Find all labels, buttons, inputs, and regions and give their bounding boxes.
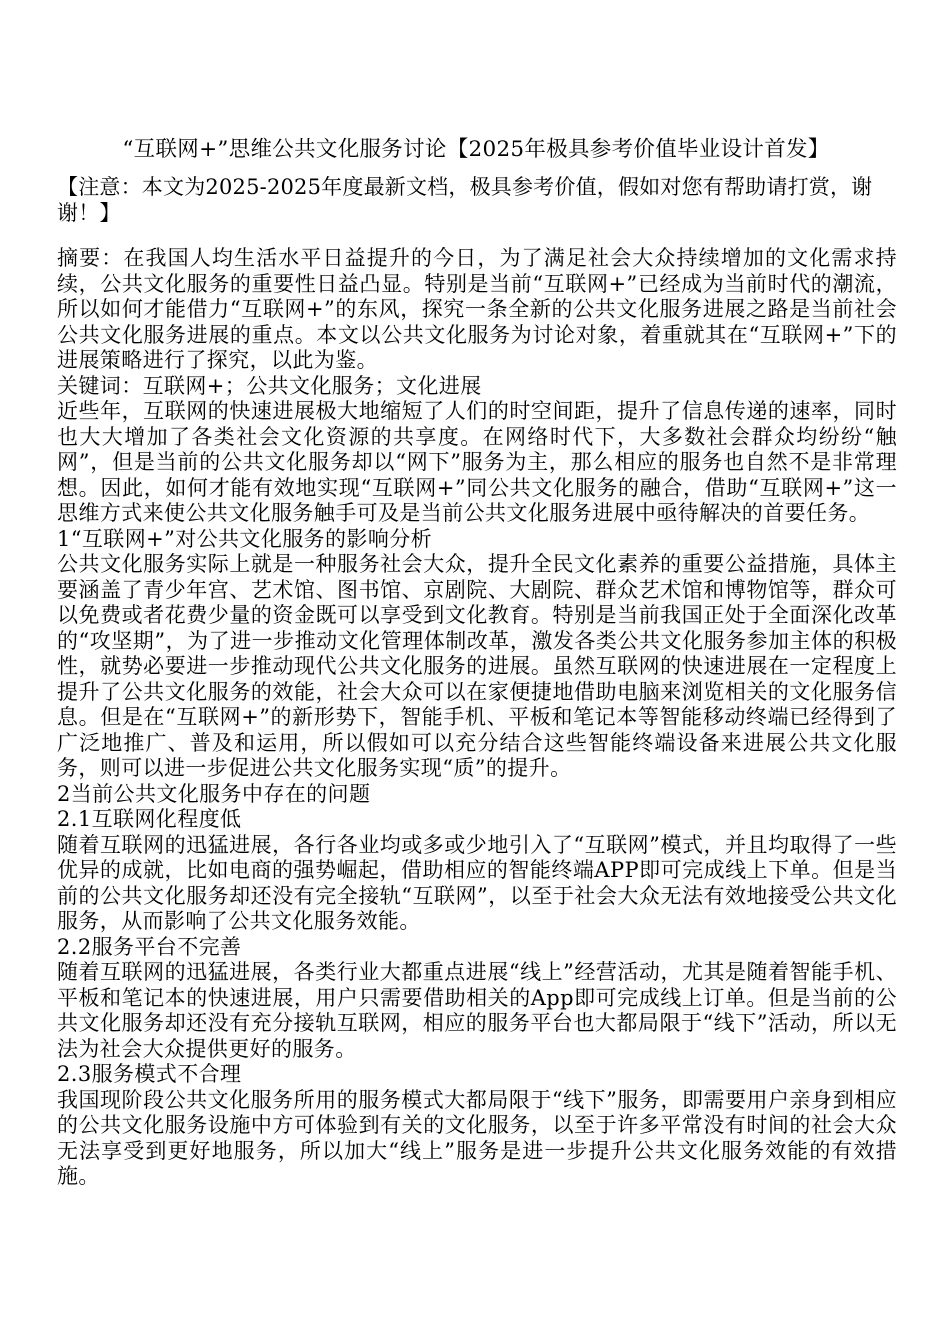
subsection-heading-2-1: 2.1互联网化程度低 <box>57 807 242 831</box>
subsection-heading-2-2: 2.2服务平台不完善 <box>57 934 242 959</box>
keywords-line: 关键词：互联网+；公共文化服务；文化进展 <box>57 373 482 398</box>
subsection-2-3-paragraph: 我国现阶段公共文化服务所用的服务模式大都局限于“线下”服务，即需要用户亲身到相应的公共文化服务设施中方可体验到有关的文化服务，以至于许多平常没有时间的社会大众无法享受到更好地服务，所以加大“线上”服务是进一步提升公共文化服务效能的有效措施。 <box>57 1087 897 1188</box>
abstract-paragraph: 摘要：在我国人均生活水平日益提升的今日，为了满足社会大众持续增加的文化需求持续，公共文化服务的重要性日益凸显。特别是当前“互联网+”已经成为当前时代的潮流，所以如何才能借力“互联网+”的东风，探究一条全新的公共文化服务进展之路是当前社会公共文化服务进展的重点。本文以公共文化服务为讨论对象，着重就其在“互联网+”下的进展策略进行了探究，以此为鉴。 <box>57 246 897 372</box>
section-1-paragraph: 公共文化服务实际上就是一种服务社会大众，提升全民文化素养的重要公益措施，具体主要涵盖了青少年宫、艺术馆、图书馆、京剧院、大剧院、群众艺术馆和博物馆等，群众可以免费或者花费少量的资金既可以享受到文化教育。特别是当前我国正处于全面深化改革的“攻坚期”，为了进一步推动文化管理体制改革，激发各类公共文化服务参加主体的积极性，就势必要进一步推动现代公共文化服务的进展。虽然互联网的快速进展在一定程度上提升了公共文化服务的效能，社会大众可以在家便捷地借助电脑来浏览相关的文化服务信息。但是在“互联网+”的新形势下，智能手机、平板和笔记本等智能移动终端已经得到了广泛地推广、普及和运用，所以假如可以充分结合这些智能终端设备来进展公共文化服务，则可以进一步促进公共文化服务实现“质”的提升。 <box>57 552 897 780</box>
subsection-heading-2-3: 2.3服务模式不合理 <box>57 1062 242 1086</box>
intro-paragraph: 近些年，互联网的快速进展极大地缩短了人们的时空间距，提升了信息传递的速率，同时也大大增加了各类社会文化资源的共享度。在网络时代下，大多数社会群众均纷纷“触网”，但是当前的公共文化服务却以“网下”服务为主，那么相应的服务也自然不是非常理想。因此，如何才能有效地实现“互联网+”同公共文化服务的融合，借助“互联网+”这一思维方式来使公共文化服务触手可及是当前公共文化服务进展中亟待解决的首要任务。 <box>57 399 897 525</box>
document-title: “互联网+”思维公共文化服务讨论【2025年极具参考价值毕业设计首发】 <box>122 137 830 162</box>
section-heading-1: 1“互联网+”对公共文化服务的影响分析 <box>57 526 433 551</box>
subsection-2-1-paragraph: 随着互联网的迅猛进展，各行各业均或多或少地引入了“互联网”模式，并且均取得了一些优异的成就，比如电商的强势崛起，借助相应的智能终端APP即可完成线上下单。但是当前的公共文化服务却还没有完全接轨“互联网”，以至于社会大众无法有效地接受公共文化服务，从而影响了公共文化服务效能。 <box>57 832 897 933</box>
document-body <box>57 246 897 1190</box>
notice-text: 【注意：本文为2025-2025年度最新文档，极具参考价值，假如对您有帮助请打赏，谢谢！】 <box>57 175 873 225</box>
subsection-2-2-paragraph: 随着互联网的迅猛进展，各类行业大都重点进展“线上”经营活动，尤其是随着智能手机、平板和笔记本的快速进展，用户只需要借助相关的App即可完成线上订单。但是当前的公共文化服务却还没有充分接轨互联网，相应的服务平台也大都局限于“线下”活动，所以无法为社会大众提供更好的服务。 <box>57 960 897 1061</box>
section-heading-2: 2当前公共文化服务中存在的问题 <box>57 781 371 806</box>
